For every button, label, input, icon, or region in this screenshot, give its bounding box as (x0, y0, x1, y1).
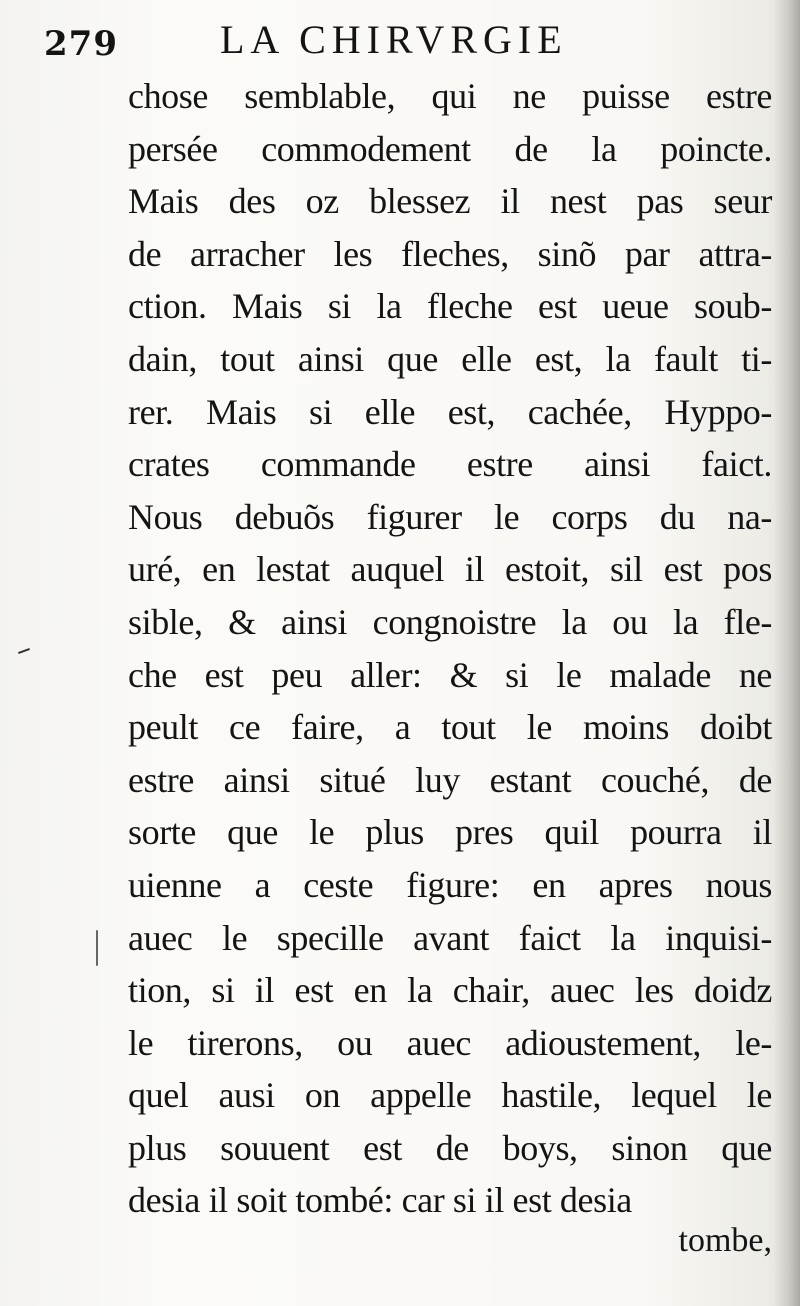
text-line: uienne a ceste figure: en apres nous (128, 864, 772, 905)
text-line: desia il soit tombé: car si il est desia (128, 1180, 632, 1221)
catchword: tombe, (678, 1222, 772, 1259)
text-line: quel ausi on appelle hastile, lequel le (128, 1075, 772, 1116)
text-line: chose semblable, qui ne puisse estre (128, 76, 772, 116)
text-line: persée commodement de la poincte. (128, 128, 772, 169)
text-line: de arracher les fleches, sinõ par attra- (128, 233, 772, 274)
page-header (44, 14, 744, 70)
body-text (128, 70, 772, 1227)
text-line: dain, tout ainsi que elle est, la fault ti- (128, 338, 772, 379)
text-line: Nous debuõs figurer le corps du na- (128, 496, 772, 537)
text-line: plus souuent est de boys, sinon que (128, 1127, 772, 1168)
text-line: ction. Mais si la fleche est ueue soub- (128, 286, 772, 327)
text-line: rer. Mais si elle est, cachée, Hyppo- (128, 391, 772, 432)
text-line: sible, & ainsi congnoistre la ou la fle- (128, 601, 772, 642)
margin-mark (18, 648, 30, 654)
text-line: auec le specille avant faict la inquisi- (128, 917, 772, 958)
margin-mark (96, 930, 98, 966)
text-line: Mais des oz blessez il nest pas seur (128, 181, 772, 222)
text-line: peult ce faire, a tout le moins doibt (128, 707, 772, 748)
text-line: sorte que le plus pres quil pourra il (128, 812, 772, 853)
text-line: crates commande estre ainsi faict. (128, 444, 772, 485)
text-line: estre ainsi situé luy estant couché, de (128, 759, 772, 800)
text-line: che est peu aller: & si le malade ne (128, 654, 772, 695)
page-number: 279 (44, 24, 118, 64)
text-line: tion, si il est en la chair, auec les doidz (128, 970, 772, 1011)
text-line: le tirerons, ou auec adioustement, le- (128, 1022, 772, 1063)
text-line: uré, en lestat auquel il estoit, sil est pos (128, 549, 772, 590)
page-gutter-shadow (774, 0, 800, 1306)
running-head: LA CHIRVRGIE (220, 17, 568, 62)
